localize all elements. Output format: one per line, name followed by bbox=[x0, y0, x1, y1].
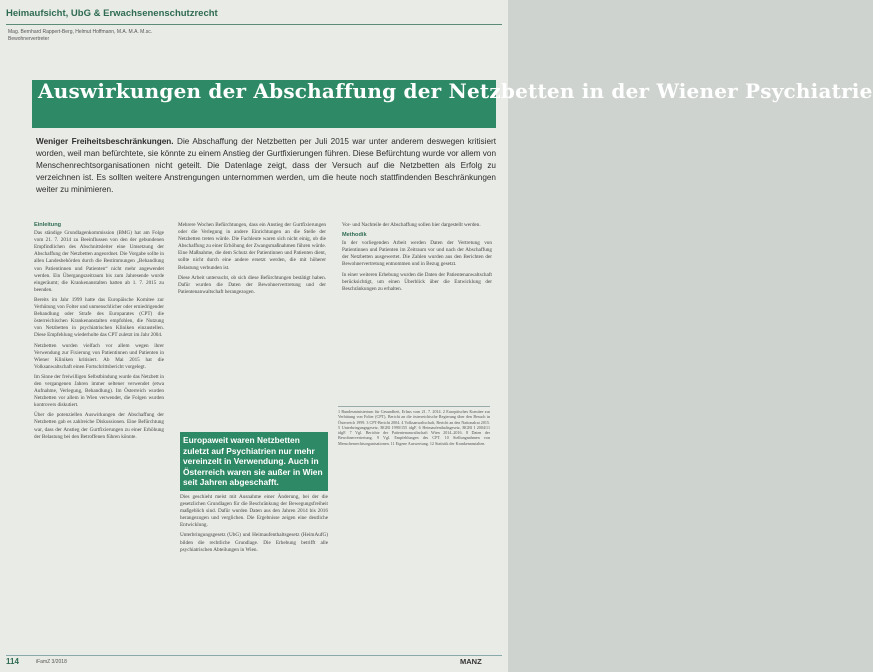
col1-heading: Einleitung bbox=[34, 222, 62, 228]
col2b-paragraph: Dies geschieht meist mit Ausnahme einer Änderung, bei der die gesetzlichen Grundlagen für die Beschränkung der Bewegungsfreiheit maßgeblich sind. Dafür wurden Daten aus den Jahren 2014 bis 2016 herangezogen und verglichen. Die Ergebnisse zeigen eine deutliche Entwicklung. bbox=[180, 494, 328, 529]
col2-paragraph: Mehrere Wochen Befürchtungen, dass ein Anstieg der Gurtfixierungen oder die Verlegung in andere Einrichtungen an die Stelle der Netzbetten treten würde. Die Fachleute waren sich nicht einig, ob die Abschaffung zu einer Erhöhung der Zwangsmaßnahmen führen würde. Eine Maßnahme, die dem Schutz der Patientinnen und Patienten dient, sollte nicht durch eine andere ersetzt werden, die mit höherer Belastung verbunden ist. bbox=[178, 222, 326, 271]
col2-paragraph: Diese Arbeit untersucht, ob sich diese Befürchtungen bestätigt haben. Dafür wurden die Daten der Bewohnervertretung und der Patientenanwaltschaft herangezogen. bbox=[178, 274, 326, 295]
col3-paragraph: Vor- und Nachteile der Abschaffung sollen hier dargestellt werden. bbox=[342, 222, 481, 228]
page-number: 114 bbox=[6, 657, 19, 666]
author-names: Mag. Bernhard Rappert-Berg, Helmut Hoffmann, M.A. M.A. M.sc. bbox=[8, 29, 153, 35]
lead-text: Die Abschaffung der Netzbetten per Juli 2015 war unter anderem deswegen kritisiert worden, weil man befürchtete, sie könnte zu einem Anstieg der Gurtfixierungen führen. Diese Befürchtung wurde vor allem von Menschenrechtsorganisationen nicht geteilt. Die Datenlage zeigt, dass der Versuch auf die Netzbetten als Erfolg zu verzeichnen ist. Es sollten weitere Anstrengungen unternommen werden, um die heute noch stattfindenden Beschränkungen weiter zu minimieren. bbox=[36, 137, 497, 194]
publisher-logo: MANZ bbox=[460, 657, 482, 666]
column-1 bbox=[34, 222, 164, 652]
column-3 bbox=[342, 222, 492, 296]
column-2-continued bbox=[180, 494, 328, 557]
col1-paragraph: Bereits im Jahr 1999 hatte das Europäische Komitee zur Verhütung von Folter und unmenschlicher oder erniedrigender Behandlung oder Strafe des Europarates (CPT) die österreichischen Krankenanstalten empfohlen, die Nutzung von Netzbetten in psychiatrischen Kliniken einzustellen. Diese Empfehlung wiederholte das CPT zuletzt im Jahr 2004. bbox=[34, 296, 164, 339]
author-line bbox=[8, 29, 308, 42]
col1-paragraph: Das ständige Grundlagenkommission (BMG) hat am Folge vom 21. 7. 2014 zu Beeinflussen von den der gebundenen Empfindlichen des Abschnittsleiter eine Umsetzung der Abschaffung der Netzbetten angeordnet. Die Vorgabe sollte in allen Landesbehörden durch die Bestimmungen „Behandlung von Patientinnen und Patienten“ nicht mehr angewendet werden. Ein Übergangszeitraum bis zum Jahresende wurde eingeräumt; die Krankenanstalten hatten ab 1. 7. 2015 zu beenden. bbox=[34, 230, 164, 293]
col3-paragraph: In einer weiteren Erhebung wurden die Daten der Patientenanwaltschaft berücksichtigt, um einen Überblick über die Entwicklung der Beschränkungen zu erhalten. bbox=[342, 271, 492, 292]
col3-heading: Methodik bbox=[342, 232, 367, 239]
journal-name: iFamZ 3/2018 bbox=[36, 659, 67, 665]
author-role: Bewohnervertreter bbox=[8, 36, 50, 42]
column-2 bbox=[178, 222, 326, 299]
footnotes: 1 Bundesministerium für Gesundheit, Erlass vom 21. 7. 2014. 2 Europäisches Komitee zur Verhütung von Folter (CPT), Bericht an die österreichische Regierung über den Besuch in Österreich 1999. 3 CPT-Bericht 2004. 4 Volksanwaltschaft, Bericht an den Nationalrat 2015. 5 Unterbringungsgesetz, BGBl 1990/155 idgF. 6 Heimaufenthaltsgesetz, BGBl I 2004/11 idgF. 7 Vgl. Berichte der Patientenanwaltschaft Wien 2014–2016. 8 Daten der Bewohnervertretung. 9 Vgl. Empfehlungen des CPT. 10 Stellungnahmen von Menschenrechtsorganisationen. 11 Eigene Auswertung. 12 Statistik der Krankenanstalten. bbox=[338, 406, 490, 446]
pull-quote: Europaweit waren Netzbetten zuletzt auf Psychiatrien nur mehr vereinzelt in Verwendung. Auch in Österreich waren sie außer in Wien seit Jahren abgeschafft. bbox=[180, 432, 328, 491]
footer-rule bbox=[6, 655, 502, 656]
section-header: Heimaufsicht, UbG & Erwachsenenschutzrecht bbox=[6, 8, 218, 19]
header-rule bbox=[6, 24, 502, 25]
lead-bold: Weniger Freiheitsbeschränkungen. bbox=[36, 137, 174, 146]
col1-paragraph: Über die potenziellen Auswirkungen der Abschaffung der Netzbetten gab es zahlreiche Diskussionen. Eine Befürchtung war, dass der Anstieg der Gurtfixierungen zu einer Erhöhung der Belastung bei den Betroffenen führen könnte. bbox=[34, 412, 164, 440]
col2b-paragraph: Unterbringungsgesetz (UbG) und Heimaufenthaltsgesetz (HeimAufG) bilden die rechtliche Grundlage. Die Erhebung betrifft alle psychiatrischen Abteilungen in Wien. bbox=[180, 532, 328, 553]
col3-paragraph: In der vorliegenden Arbeit werden Daten der Vertretung von Patientinnen und Patienten im Zeitraum vor und nach der Abschaffung der Netzbetten ausgewertet. Die Zahlen wurden aus den Berichten der Bewohnervertretung entnommen und in Bezug gesetzt. bbox=[342, 240, 492, 268]
article-title: Auswirkungen der Abschaffung der Netzbetten in der Wiener Psychiatrie bbox=[38, 79, 873, 103]
col1-paragraph: Netzbetten wurden vielfach vor allem wegen ihrer Verwendung zur Fixierung von Patientinnen und Patienten in Wiener Kliniken kritisiert. Ab Mai 2015 hat die Volksanwaltschaft einen Fortschrittsbericht vorgelegt. bbox=[34, 342, 164, 370]
lead-paragraph bbox=[36, 136, 496, 196]
col1-paragraph: Im Sinne der freiwilligen Selbstbindung wurde das Netzbett in den vergangenen Jahren immer seltener verwendet (etwa Aufnahme, Verlegung, Behandlung). Im Österreich wurden Netzbetten vor allem in Wien verwendet, die Folgen wurden kontrovers diskutiert. bbox=[34, 373, 164, 409]
